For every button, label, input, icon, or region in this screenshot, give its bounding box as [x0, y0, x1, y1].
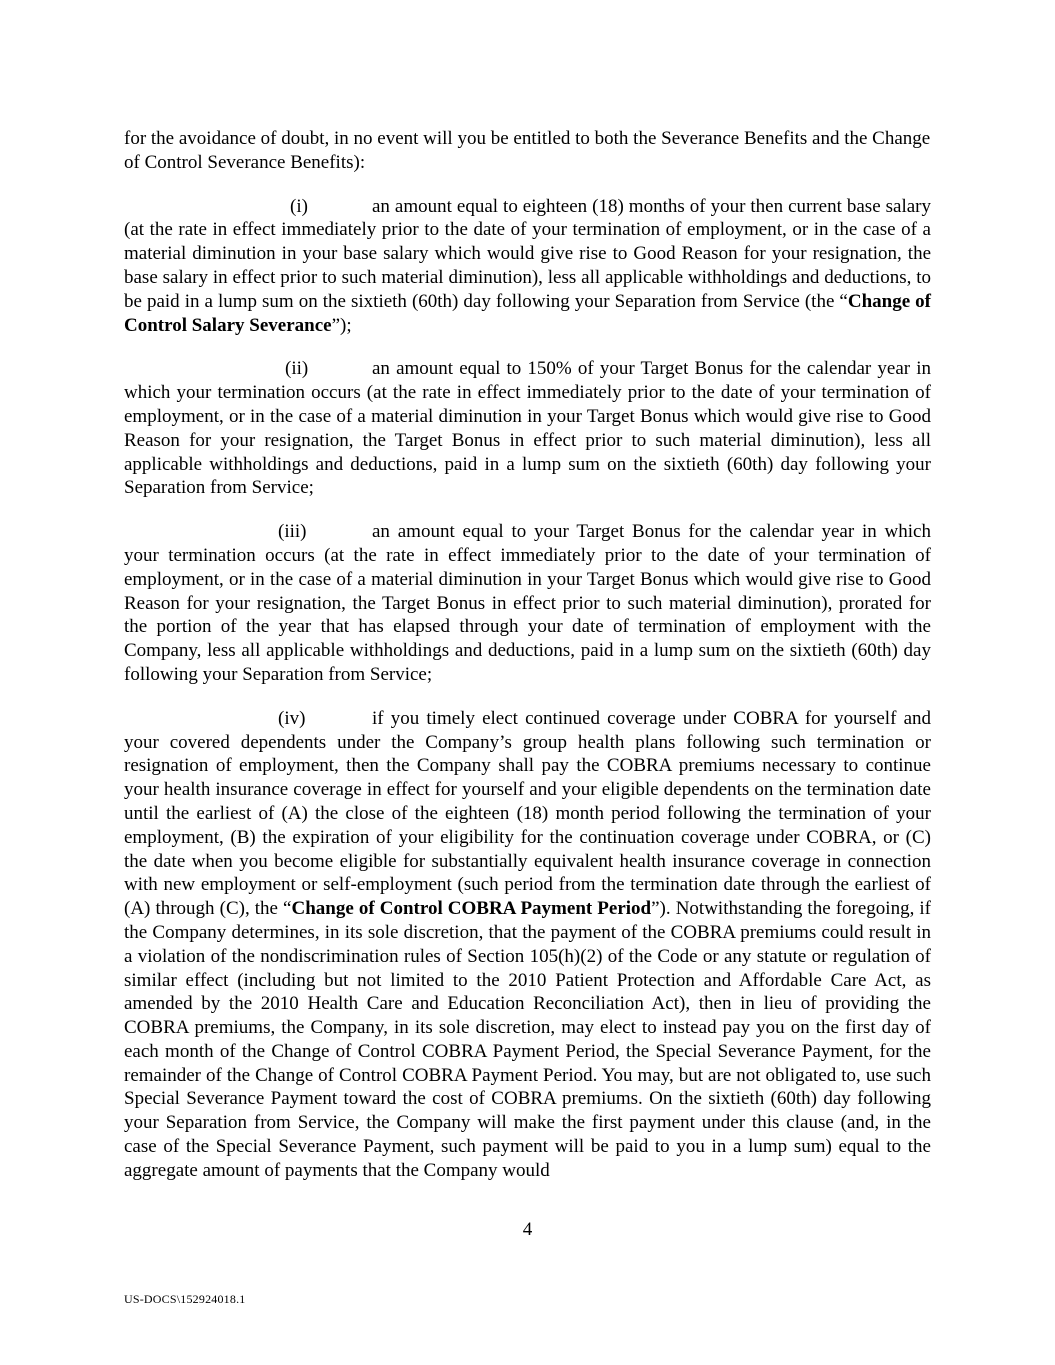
item-iv-defined-term: Change of Control COBRA Payment Period: [291, 898, 652, 920]
document-id: US-DOCS\152924018.1: [124, 1292, 246, 1306]
item-i-paragraph: (i) an amount equal to eighteen (18) months of your then current base salary (at the rate in effect immediately prior to the date of your termination of employment, or in the case of a material diminution in your base salary which would give rise to Good Reason for your resignation, the base salary in effect prior to such material diminution), less all applicable withholdings and deductions, to be paid in a lump sum on the sixtieth (60th) day following your Separation from Service (the “Change of Control Salary Severance”);: [124, 195, 931, 336]
item-i-text-end: ”);: [331, 314, 352, 336]
item-iii-text: an amount equal to your Target Bonus for the calendar year in which your termination occurs (at the rate in effect immediately prior to the date of your termination of employment, or in the case of a material diminution in your Target Bonus which would give rise to Good Reason for your resignation, the Target Bonus in effect prior to such material diminution), prorated for the portion of the year that has elapsed through your date of termination of employment with the Company, less all applicable withholdings and deductions, paid in a lump sum on the sixtieth (60th) day following your Separation from Service;: [124, 521, 931, 685]
item-iv-text-end: ”). Notwithstanding the foregoing, if the Company determines, in its sole discretion, that the payment of the COBRA premiums could result in a violation of the nondiscrimination rules of Section 105(h)(2) of the Code or any statute or regulation of similar effect (including but not limited to the 2010 Patient Protection and Affordable Care Act, as amended by the 2010 Health Care and Education Reconciliation Act), then in lieu of providing the COBRA premiums, the Company, in its sole discretion, may elect to instead pay you on the first day of each month of the Change of Control COBRA Payment Period, the Special Severance Payment, for the remainder of the Change of Control COBRA Payment Period. You may, but are not obligated to, use such Special Severance Payment toward the cost of COBRA premiums. On the sixtieth (60th) day following your Separation from Service, the Company will make the first payment under this clause (and, in the case of the Special Severance Payment, such payment will be paid to you in a lump sum) equal to the aggregate amount of payments that the Company would: [124, 898, 932, 1181]
item-ii-text: an amount equal to 150% of your Target Bonus for the calendar year in which your termination occurs (at the rate in effect immediately prior to the date of your termination of employment, or in the case of a material diminution in your Target Bonus which would give rise to Good Reason for your resignation, the Target Bonus in effect prior to such material diminution), less all applicable withholdings and deductions, paid in a lump sum on the sixtieth (60th) day following your Separation from Service;: [124, 358, 931, 499]
item-iv-text: if you timely elect continued coverage under COBRA for yourself and your covered dependents under the Company’s group health plans following such termination or resignation of employment, then the Company shall pay the COBRA premiums necessary to continue your health insurance coverage in effect for yourself and your eligible dependents on the termination date until the earliest of (A) the close of the eighteen (18) month period following the termination of your employment, (B) the expiration of your eligibility for the continuation coverage under COBRA, or (C) the date when you become eligible for substantially equivalent health insurance coverage in connection with new employment or self-employment (such period from the termination date through the earliest of (A) through (C), the “: [124, 707, 931, 920]
page-number: 4: [522, 1219, 533, 1240]
item-iii-paragraph: (iii) an amount equal to your Target Bonus for the calendar year in which your termination occurs (at the rate in effect immediately prior to the date of your termination of employment, or in the case of a material diminution in your Target Bonus which would give rise to Good Reason for your resignation, the Target Bonus in effect prior to such material diminution), prorated for the portion of the year that has elapsed through your date of termination of employment with the Company, less all applicable withholdings and deductions, paid in a lump sum on the sixtieth (60th) day following your Separation from Service;: [124, 521, 931, 685]
item-i-text: an amount equal to eighteen (18) months of your then current base salary (at the rate in effect immediately prior to the date of your termination of employment, or in the case of a material diminution in your base salary which would give rise to Good Reason for your resignation, the base salary in effect prior to such material diminution), less all applicable withholdings and deductions, to be paid in a lump sum on the sixtieth (60th) day following your Separation from Service (the “: [124, 195, 931, 312]
item-i-defined-term: Change of Control Salary Severance: [124, 290, 931, 336]
body-text: [124, 127, 931, 1203]
item-ii-paragraph: (ii) an amount equal to 150% of your Target Bonus for the calendar year in which your termination occurs (at the rate in effect immediately prior to the date of your termination of employment, or in the case of a material diminution in your Target Bonus which would give rise to Good Reason for your resignation, the Target Bonus in effect prior to such material diminution), less all applicable withholdings and deductions, paid in a lump sum on the sixtieth (60th) day following your Separation from Service;: [124, 358, 931, 499]
intro-paragraph: for the avoidance of doubt, in no event will you be entitled to both the Severance Benefits and the Change of Control Severance Benefits):: [124, 128, 931, 173]
item-iv-paragraph: (iv) if you timely elect continued coverage under COBRA for yourself and your covered dependents under the Company’s group health plans following such termination or resignation of employment, then the Company shall pay the COBRA premiums necessary to continue your health insurance coverage in effect for yourself and your eligible dependents on the termination date until the earliest of (A) the close of the eighteen (18) month period following the termination of your employment, (B) the expiration of your eligibility for the continuation coverage under COBRA, or (C) the date when you become eligible for substantially equivalent health insurance coverage in connection with new employment or self-employment (such period from the termination date through the earliest of (A) through (C), the “Change of Control COBRA Payment Period”). Notwithstanding the foregoing, if the Company determines, in its sole discretion, that the payment of the COBRA premiums could result in a violation of the nondiscrimination rules of Section 105(h)(2) of the Code or any statute or regulation of similar effect (including but not limited to the 2010 Patient Protection and Affordable Care Act, as amended by the 2010 Health Care and Education Reconciliation Act), then in lieu of providing the COBRA premiums, the Company, in its sole discretion, may elect to instead pay you on the first day of each month of the Change of Control COBRA Payment Period, the Special Severance Payment, for the remainder of the Change of Control COBRA Payment Period. You may, but are not obligated to, use such Special Severance Payment toward the cost of COBRA premiums. On the sixtieth (60th) day following your Separation from Service, the Company will make the first payment under this clause (and, in the case of the Special Severance Payment, such payment will be paid to you in a lump sum) equal to the aggregate amount of payments that the Company would: [124, 707, 932, 1181]
